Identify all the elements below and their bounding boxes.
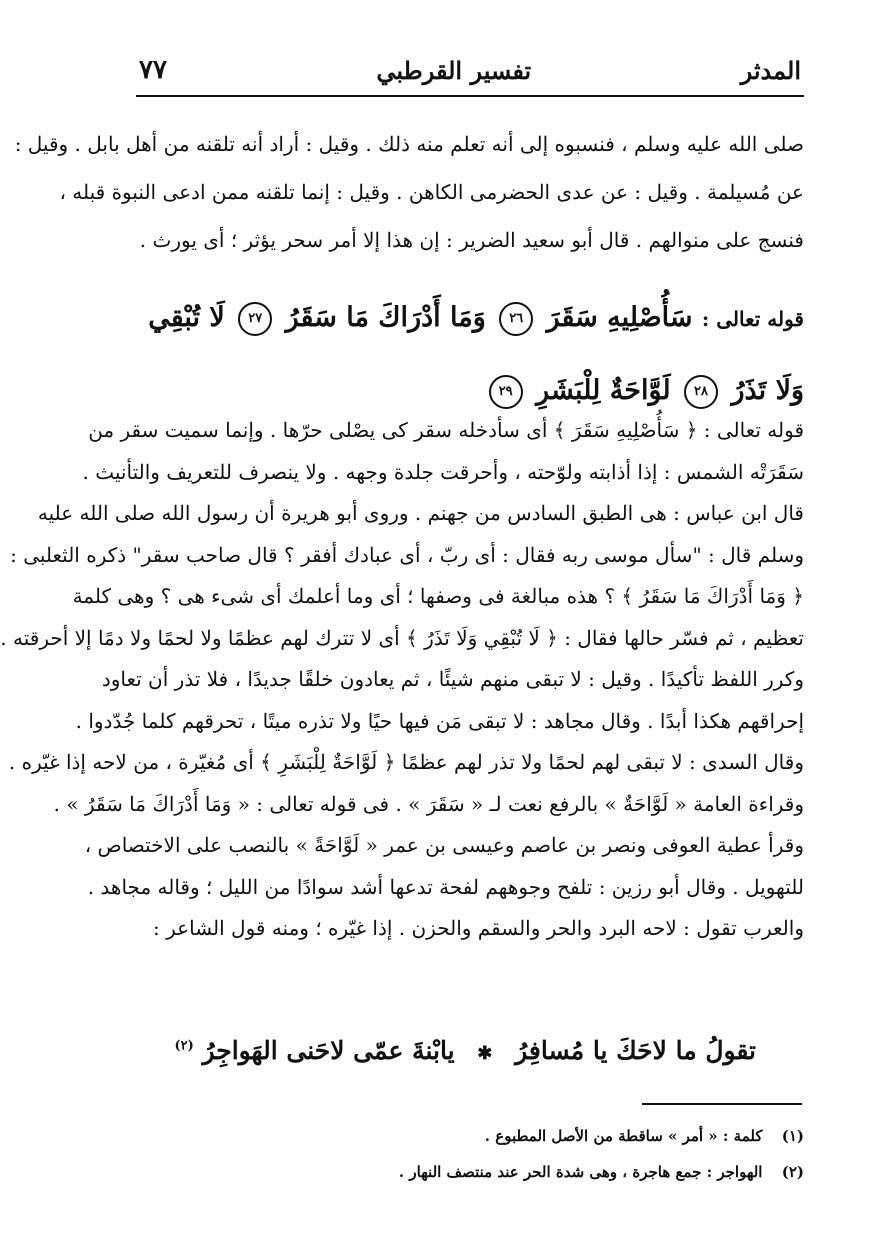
- text-line: فنسج على منوالهم . قال أبو سعيد الضرير : إن هذا إلا أمر سحر يؤثر ؛ أى يورث .: [139, 228, 804, 252]
- footnote: [136, 1118, 804, 1154]
- poetry-verse: [174, 1036, 756, 1065]
- ayah-number-marker: ٢٨: [684, 375, 718, 409]
- footnote-text: كلمة : « أمر » ساقطة من الأصل المطبوع .: [484, 1127, 763, 1145]
- text-line: صلى الله عليه وسلم ، فنسبوه إلى أنه تعلم منه ذلك . وقيل : أراد أنه تلقنه من أهل بابل . وقيل :: [14, 132, 804, 156]
- quran-verse-block: [136, 282, 804, 427]
- verse-segment: وَمَا أَدْرَاكَ مَا سَقَرُ: [285, 302, 486, 333]
- footnote: [136, 1154, 804, 1190]
- text-line: قوله تعالى : ﴿ سَأُصْلِيهِ سَقَرَ ﴾ أى سأدخله سقر كى يصْلى حرّها . وإنما سميت سقر من: [88, 418, 804, 442]
- verse-segment: سَأُصْلِيهِ سَقَرَ: [546, 302, 693, 333]
- text-line: وقال السدى : لا تبقى لهم لحمًا ولا تذر لهم عظمًا ﴿ لَوَّاحَةٌ لِلْبَشَرِ ﴾ أى مُغيّرة ، من لاحه إذا غيّره .: [8, 750, 804, 774]
- text-line: وسلم قال : "سأل موسى ربه فقال : أى ربّ ، أى عبادك أفقر ؟ قال صاحب سقر" ذكره الثعلبى :: [10, 542, 804, 567]
- text-line: وقراءة العامة « لَوَّاحَةٌ » بالرفع نعت لـ « سَقَرَ » . فى قوله تعالى : « وَمَا أَدْرَاكَ مَا سَقَرُ » .: [53, 791, 804, 816]
- star-separator-icon: ✱: [477, 1043, 493, 1064]
- verse-segment: لَا تُبْقِي: [148, 302, 225, 333]
- footnote-number: (٢): [781, 1163, 804, 1181]
- page-number: ٧٧: [139, 55, 167, 85]
- ayah-number-marker: ٢٦: [499, 302, 533, 336]
- surah-name: المدثر: [740, 55, 801, 85]
- running-header: [139, 48, 801, 92]
- verse-segment: لَوَّاحَةٌ لِلْبَشَرِ: [536, 375, 671, 406]
- poem-hemistich: يابْنةَ عمّى لاحَنى الهَواجِرُ: [202, 1036, 455, 1065]
- footnote-ref: (٢): [174, 1038, 194, 1054]
- text-line: سَقَرَتْه الشمس : إذا أذابته ولوّحته ، وأحرقت جلدة وجهه . ولا ينصرف للتعريف والتأنيث .: [82, 459, 804, 484]
- text-line: تعظيم ، ثم فسّر حالها فقال : ﴿ لَا تُبْقِي وَلَا تَذَرُ ﴾ أى لا تترك لهم عظمًا ولا لحمًا ولا دمًا إلا أحرقته .: [0, 625, 804, 650]
- footnotes: [136, 1118, 804, 1190]
- text-line: والعرب تقول : لاحه البرد والحر والسقم والحزن . إذا غيّره ؛ ومنه قول الشاعر :: [153, 916, 804, 940]
- text-line: قال ابن عباس : هى الطبق السادس من جهنم . وروى أبو هريرة أن رسول الله صلى الله عليه: [37, 501, 804, 525]
- verse-segment: وَلَا تَذَرُ: [731, 375, 804, 406]
- verse-intro: قوله تعالى :: [701, 307, 804, 331]
- footnote-number: (١): [781, 1127, 804, 1145]
- text-line: إحراقهم هكذا أبدًا . وقال مجاهد : لا تبقى مَن فيها حيًا ولا تذره ميتًا ، تحرقهم كلما جُدّدوا .: [75, 708, 804, 733]
- text-line: للتهويل . وقال أبو رزين : تلفح وجوههم لفحة تدعها أشد سوادًا من الليل ؛ وقاله مجاهد .: [87, 874, 804, 899]
- text-line: وكرر اللفظ تأكيدًا . وقيل : لا تبقى منهم شيئًا ، ثم يعادون خلقًا جديدًا ، فلا تذر أن تعاود: [101, 667, 804, 691]
- ayah-number-marker: ٢٧: [238, 302, 272, 336]
- text-line: ﴿ وَمَا أَدْرَاكَ مَا سَقَرُ ﴾ ؟ هذه مبالغة فى وصفها ؛ أى وما أعلمك أى شىء هى ؟ وهى كلمة: [72, 584, 804, 608]
- header-rule: [136, 95, 804, 97]
- text-line: عن مُسيلمة . وقيل : عن عدى الحضرمى الكاهن . وقيل : إنما تلقنه ممن ادعى النبوة قبله ،: [59, 180, 804, 204]
- poem-hemistich: تقولُ ما لاحَكَ يا مُسافِرُ: [515, 1036, 756, 1065]
- intro-paragraph: [14, 120, 804, 264]
- footnote-divider: [642, 1103, 802, 1105]
- footnote-text: الهواجر : جمع هاجرة ، وهى شدة الحر عند منتصف النهار .: [398, 1163, 763, 1181]
- ayah-number-marker: ٢٩: [489, 375, 523, 409]
- book-title: تفسير القرطبي: [376, 55, 532, 85]
- commentary-paragraph: [0, 410, 804, 950]
- verse-line-1: [136, 282, 804, 355]
- text-line: وقرأ عطية العوفى ونصر بن عاصم وعيسى بن عمر « لَوَّاحَةً » بالنصب على الاختصاص ،: [84, 833, 804, 857]
